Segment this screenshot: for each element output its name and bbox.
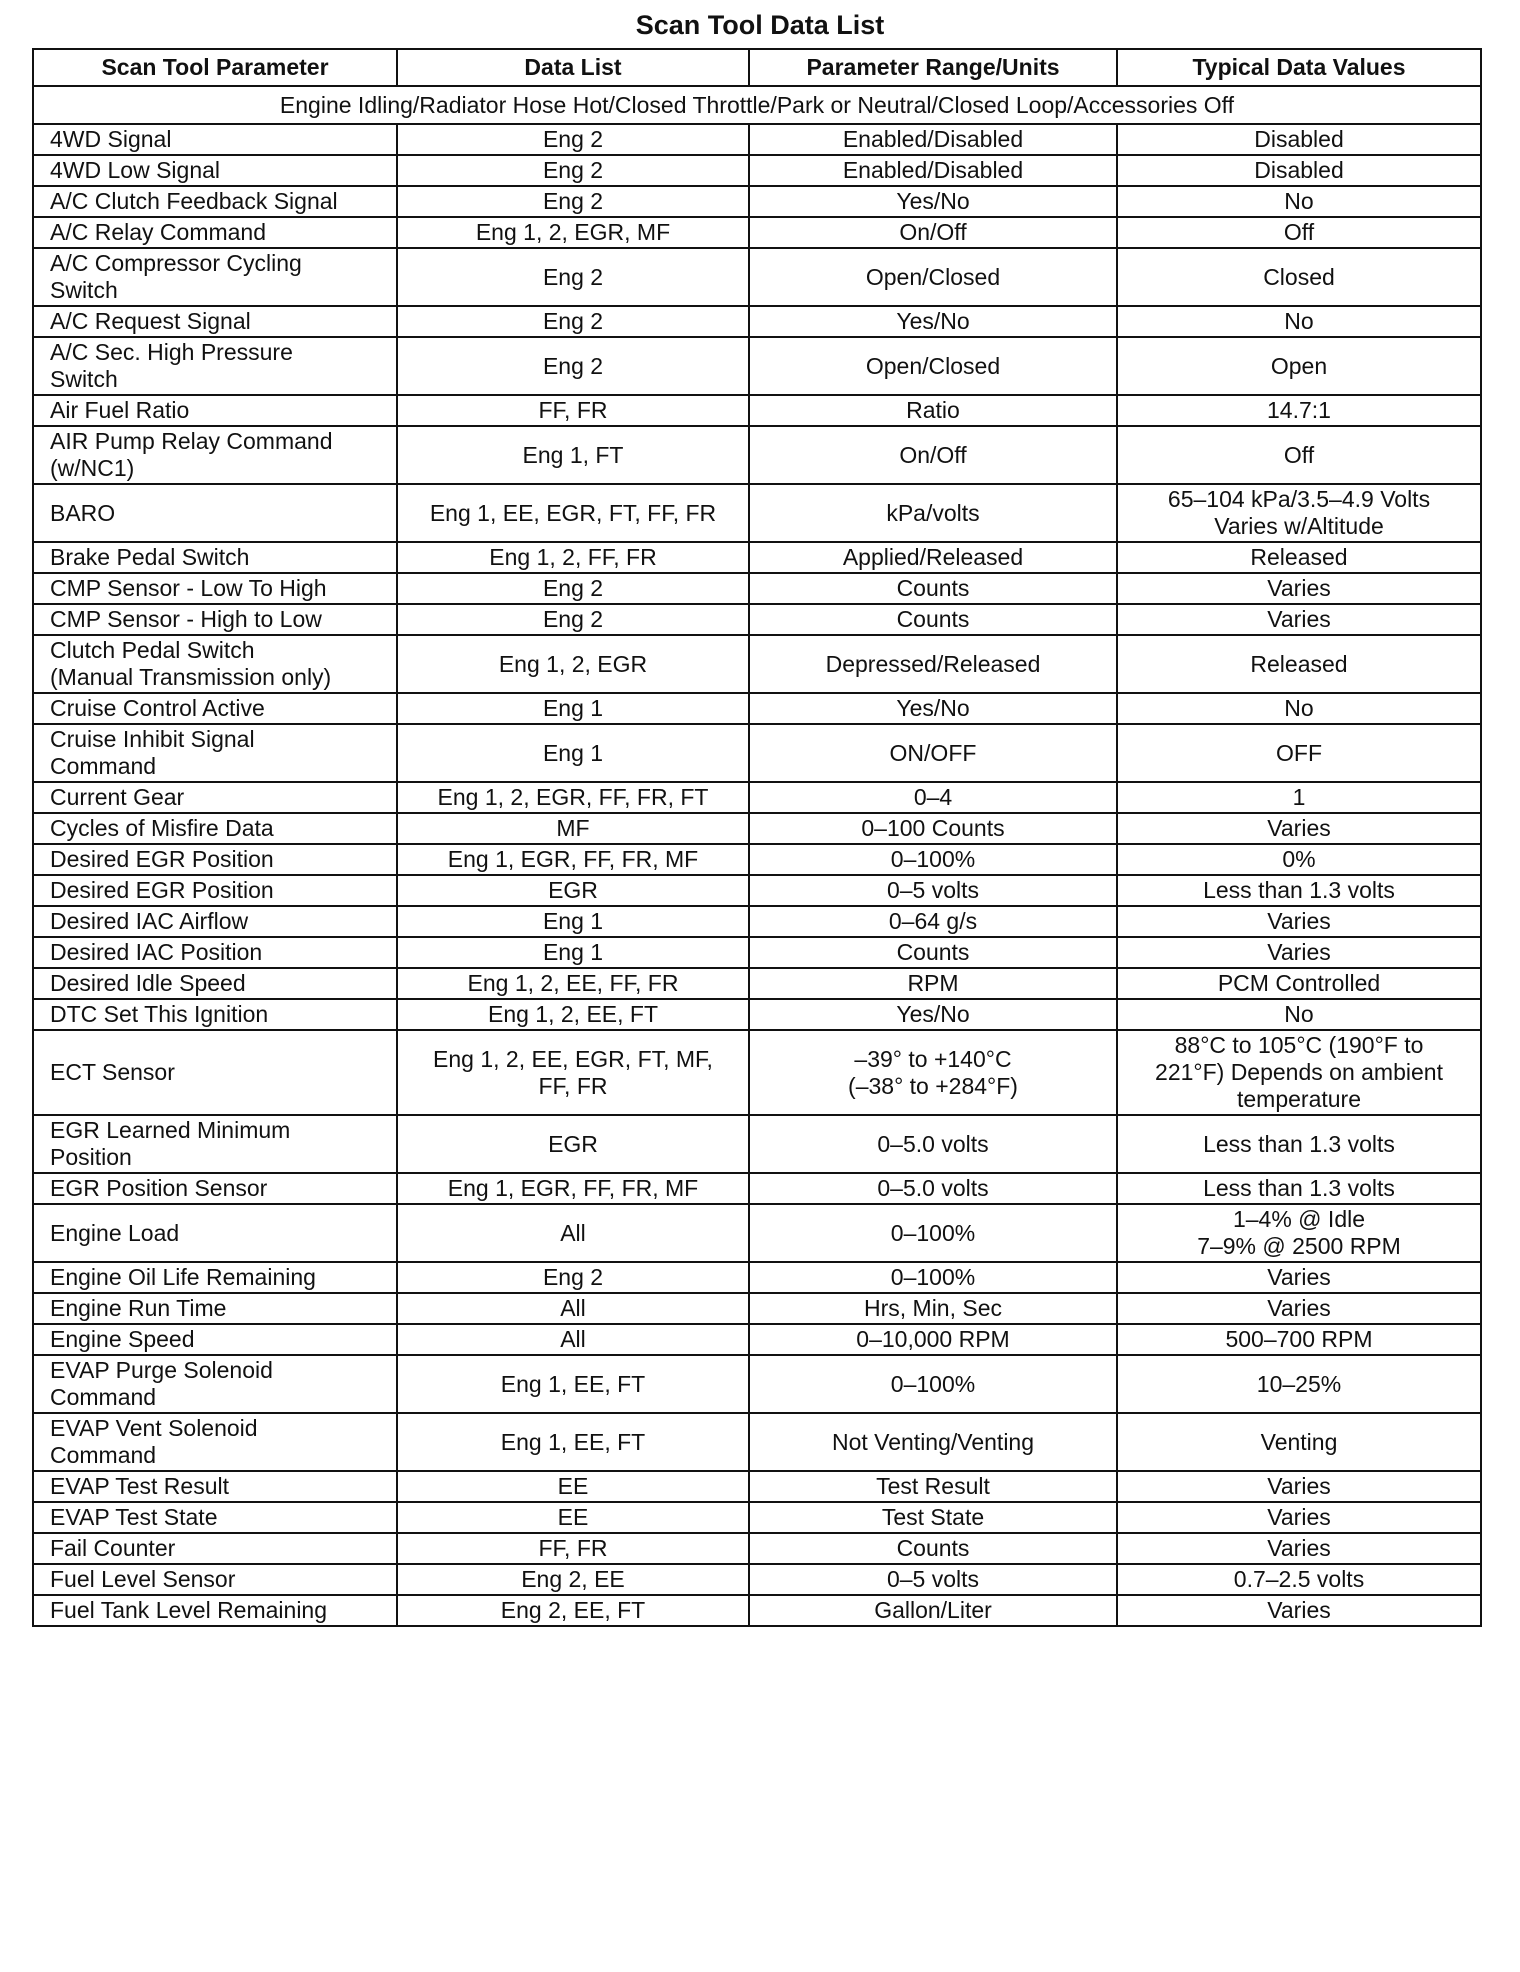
table-row — [33, 1262, 1481, 1293]
parameter-cell: Engine Load — [33, 1204, 397, 1262]
data-list-cell: Eng 1, EE, FT — [397, 1413, 749, 1471]
parameter-cell: A/C Request Signal — [33, 306, 397, 337]
parameter-cell: ECT Sensor — [33, 1030, 397, 1115]
data-list-cell: FF, FR — [397, 395, 749, 426]
parameter-cell: A/C Compressor Cycling Switch — [33, 248, 397, 306]
page-title: Scan Tool Data List — [635, 10, 885, 40]
table-row — [33, 248, 1481, 306]
parameter-cell: Cruise Control Active — [33, 693, 397, 724]
table-row — [33, 573, 1481, 604]
parameter-cell: Desired Idle Speed — [33, 968, 397, 999]
table-row — [33, 395, 1481, 426]
typical-value-cell: Varies — [1117, 1533, 1481, 1564]
parameter-cell: EVAP Test Result — [33, 1471, 397, 1502]
typical-value-cell: Off — [1117, 426, 1481, 484]
range-units-cell: kPa/volts — [749, 484, 1117, 542]
typical-value-cell: 0% — [1117, 844, 1481, 875]
table-row — [33, 968, 1481, 999]
range-units-cell: 0–100% — [749, 1204, 1117, 1262]
typical-value-cell: Varies — [1117, 1502, 1481, 1533]
parameter-cell: EGR Learned Minimum Position — [33, 1115, 397, 1173]
range-units-cell: Hrs, Min, Sec — [749, 1293, 1117, 1324]
typical-value-cell: Closed — [1117, 248, 1481, 306]
typical-value-cell: Less than 1.3 volts — [1117, 1173, 1481, 1204]
range-units-cell: Test State — [749, 1502, 1117, 1533]
test-condition: Engine Idling/Radiator Hose Hot/Closed Throttle/Park or Neutral/Closed Loop/Accessories Off — [33, 86, 1481, 124]
table-row — [33, 693, 1481, 724]
range-units-cell: Not Venting/Venting — [749, 1413, 1117, 1471]
data-list-cell: All — [397, 1293, 749, 1324]
parameter-cell: Cruise Inhibit Signal Command — [33, 724, 397, 782]
range-units-cell: On/Off — [749, 426, 1117, 484]
range-units-cell: 0–5.0 volts — [749, 1173, 1117, 1204]
typical-value-cell: OFF — [1117, 724, 1481, 782]
range-units-cell: Applied/Released — [749, 542, 1117, 573]
data-list-cell: Eng 1, EGR, FF, FR, MF — [397, 1173, 749, 1204]
range-units-cell: Counts — [749, 1533, 1117, 1564]
range-units-cell: 0–100% — [749, 844, 1117, 875]
range-units-cell: Enabled/Disabled — [749, 155, 1117, 186]
parameter-cell: Fuel Tank Level Remaining — [33, 1595, 397, 1626]
parameter-cell: BARO — [33, 484, 397, 542]
table-row — [33, 1355, 1481, 1413]
range-units-cell: 0–100% — [749, 1262, 1117, 1293]
data-list-cell: Eng 1, 2, EGR — [397, 635, 749, 693]
data-list-cell: Eng 1 — [397, 937, 749, 968]
typical-value-cell: 14.7:1 — [1117, 395, 1481, 426]
typical-value-cell: Varies — [1117, 1293, 1481, 1324]
typical-value-cell: 10–25% — [1117, 1355, 1481, 1413]
table-row — [33, 875, 1481, 906]
data-list-cell: Eng 2, EE — [397, 1564, 749, 1595]
typical-value-cell: Varies — [1117, 813, 1481, 844]
parameter-cell: Engine Oil Life Remaining — [33, 1262, 397, 1293]
range-units-cell: 0–5.0 volts — [749, 1115, 1117, 1173]
data-list-cell: Eng 2 — [397, 306, 749, 337]
typical-value-cell: 1–4% @ Idle 7–9% @ 2500 RPM — [1117, 1204, 1481, 1262]
table-row — [33, 604, 1481, 635]
data-list-cell: Eng 1, 2, EE, FT — [397, 999, 749, 1030]
table-row — [33, 1204, 1481, 1262]
table-row — [33, 906, 1481, 937]
header-row — [33, 49, 1481, 86]
range-units-cell: RPM — [749, 968, 1117, 999]
typical-value-cell: Open — [1117, 337, 1481, 395]
table-row — [33, 1293, 1481, 1324]
range-units-cell: –39° to +140°C (–38° to +284°F) — [749, 1030, 1117, 1115]
table-row — [33, 937, 1481, 968]
typical-value-cell: Varies — [1117, 937, 1481, 968]
range-units-cell: 0–100 Counts — [749, 813, 1117, 844]
typical-value-cell: 88°C to 105°C (190°F to 221°F) Depends on ambient temperature — [1117, 1030, 1481, 1115]
table-row — [33, 426, 1481, 484]
data-list-cell: Eng 2 — [397, 155, 749, 186]
typical-value-cell: Varies — [1117, 1262, 1481, 1293]
data-list-cell: Eng 1, FT — [397, 426, 749, 484]
typical-value-cell: Varies — [1117, 573, 1481, 604]
table-row — [33, 724, 1481, 782]
typical-value-cell: Varies — [1117, 1471, 1481, 1502]
data-list-cell: Eng 1, EGR, FF, FR, MF — [397, 844, 749, 875]
header-data-list: Data List — [397, 49, 749, 86]
table-row — [33, 1533, 1481, 1564]
parameter-cell: Desired IAC Position — [33, 937, 397, 968]
data-list-cell: Eng 1, 2, FF, FR — [397, 542, 749, 573]
table-row — [33, 124, 1481, 155]
range-units-cell: Counts — [749, 604, 1117, 635]
table-row — [33, 1595, 1481, 1626]
table-row — [33, 635, 1481, 693]
parameter-cell: A/C Clutch Feedback Signal — [33, 186, 397, 217]
table-row — [33, 1115, 1481, 1173]
parameter-cell: 4WD Signal — [33, 124, 397, 155]
table-row — [33, 186, 1481, 217]
parameter-cell: EGR Position Sensor — [33, 1173, 397, 1204]
data-list-cell: All — [397, 1204, 749, 1262]
parameter-cell: CMP Sensor - High to Low — [33, 604, 397, 635]
range-units-cell: Open/Closed — [749, 337, 1117, 395]
table-row — [33, 813, 1481, 844]
typical-value-cell: Off — [1117, 217, 1481, 248]
typical-value-cell: No — [1117, 693, 1481, 724]
table-row — [33, 484, 1481, 542]
table-row — [33, 1324, 1481, 1355]
data-list-cell: Eng 1 — [397, 724, 749, 782]
parameter-cell: AIR Pump Relay Command (w/NC1) — [33, 426, 397, 484]
range-units-cell: 0–64 g/s — [749, 906, 1117, 937]
table-row — [33, 782, 1481, 813]
typical-value-cell: No — [1117, 999, 1481, 1030]
parameter-cell: Clutch Pedal Switch (Manual Transmission only) — [33, 635, 397, 693]
table-row — [33, 1173, 1481, 1204]
typical-value-cell: PCM Controlled — [1117, 968, 1481, 999]
table-row — [33, 999, 1481, 1030]
typical-value-cell: Venting — [1117, 1413, 1481, 1471]
scan-tool-data-table — [32, 48, 1482, 1627]
typical-value-cell: No — [1117, 306, 1481, 337]
data-list-cell: EGR — [397, 1115, 749, 1173]
data-list-cell: All — [397, 1324, 749, 1355]
range-units-cell: 0–5 volts — [749, 875, 1117, 906]
data-list-cell: Eng 1, 2, EE, FF, FR — [397, 968, 749, 999]
data-list-cell: Eng 1, EE, EGR, FT, FF, FR — [397, 484, 749, 542]
range-units-cell: ON/OFF — [749, 724, 1117, 782]
parameter-cell: Fail Counter — [33, 1533, 397, 1564]
range-units-cell: Counts — [749, 937, 1117, 968]
condition-row — [33, 86, 1481, 124]
data-list-cell: Eng 2 — [397, 337, 749, 395]
typical-value-cell: No — [1117, 186, 1481, 217]
range-units-cell: On/Off — [749, 217, 1117, 248]
typical-value-cell: 1 — [1117, 782, 1481, 813]
table-row — [33, 217, 1481, 248]
parameter-cell: Fuel Level Sensor — [33, 1564, 397, 1595]
typical-value-cell: Varies — [1117, 906, 1481, 937]
typical-value-cell: 0.7–2.5 volts — [1117, 1564, 1481, 1595]
typical-value-cell: Released — [1117, 635, 1481, 693]
range-units-cell: Gallon/Liter — [749, 1595, 1117, 1626]
range-units-cell: 0–5 volts — [749, 1564, 1117, 1595]
data-list-cell: EGR — [397, 875, 749, 906]
range-units-cell: Yes/No — [749, 999, 1117, 1030]
data-list-cell: Eng 2, EE, FT — [397, 1595, 749, 1626]
typical-value-cell: Varies — [1117, 1595, 1481, 1626]
data-list-cell: Eng 1 — [397, 906, 749, 937]
data-list-cell: Eng 2 — [397, 186, 749, 217]
data-list-cell: Eng 1 — [397, 693, 749, 724]
table-row — [33, 1030, 1481, 1115]
table-row — [33, 306, 1481, 337]
typical-value-cell: Varies — [1117, 604, 1481, 635]
data-list-cell: FF, FR — [397, 1533, 749, 1564]
data-list-cell: Eng 1, 2, EGR, FF, FR, FT — [397, 782, 749, 813]
typical-value-cell: 65–104 kPa/3.5–4.9 Volts Varies w/Altitude — [1117, 484, 1481, 542]
table-row — [33, 337, 1481, 395]
data-list-cell: Eng 1, 2, EE, EGR, FT, MF, FF, FR — [397, 1030, 749, 1115]
parameter-cell: Engine Run Time — [33, 1293, 397, 1324]
data-list-cell: MF — [397, 813, 749, 844]
typical-value-cell: Less than 1.3 volts — [1117, 1115, 1481, 1173]
data-list-cell: EE — [397, 1502, 749, 1533]
data-list-cell: Eng 2 — [397, 248, 749, 306]
range-units-cell: 0–10,000 RPM — [749, 1324, 1117, 1355]
table-row — [33, 1471, 1481, 1502]
parameter-cell: A/C Sec. High Pressure Switch — [33, 337, 397, 395]
parameter-cell: Current Gear — [33, 782, 397, 813]
range-units-cell: Ratio — [749, 395, 1117, 426]
table-row — [33, 155, 1481, 186]
parameter-cell: Brake Pedal Switch — [33, 542, 397, 573]
range-units-cell: Yes/No — [749, 306, 1117, 337]
parameter-cell: 4WD Low Signal — [33, 155, 397, 186]
range-units-cell: 0–4 — [749, 782, 1117, 813]
typical-value-cell: 500–700 RPM — [1117, 1324, 1481, 1355]
range-units-cell: Yes/No — [749, 693, 1117, 724]
parameter-cell: Desired EGR Position — [33, 875, 397, 906]
range-units-cell: Enabled/Disabled — [749, 124, 1117, 155]
table-row — [33, 1413, 1481, 1471]
parameter-cell: EVAP Purge Solenoid Command — [33, 1355, 397, 1413]
table-row — [33, 1502, 1481, 1533]
data-list-cell: Eng 2 — [397, 124, 749, 155]
range-units-cell: 0–100% — [749, 1355, 1117, 1413]
table-row — [33, 1564, 1481, 1595]
typical-value-cell: Disabled — [1117, 155, 1481, 186]
parameter-cell: Air Fuel Ratio — [33, 395, 397, 426]
data-list-cell: EE — [397, 1471, 749, 1502]
range-units-cell: Counts — [749, 573, 1117, 604]
range-units-cell: Open/Closed — [749, 248, 1117, 306]
parameter-cell: A/C Relay Command — [33, 217, 397, 248]
table-row — [33, 844, 1481, 875]
data-list-cell: Eng 2 — [397, 1262, 749, 1293]
typical-value-cell: Released — [1117, 542, 1481, 573]
parameter-cell: Desired IAC Airflow — [33, 906, 397, 937]
data-list-cell: Eng 1, EE, FT — [397, 1355, 749, 1413]
data-list-cell: Eng 2 — [397, 573, 749, 604]
parameter-cell: DTC Set This Ignition — [33, 999, 397, 1030]
data-list-cell: Eng 2 — [397, 604, 749, 635]
parameter-cell: CMP Sensor - Low To High — [33, 573, 397, 604]
header-scan-tool-parameter: Scan Tool Parameter — [33, 49, 397, 86]
data-list-cell: Eng 1, 2, EGR, MF — [397, 217, 749, 248]
header-parameter-range-units: Parameter Range/Units — [749, 49, 1117, 86]
range-units-cell: Yes/No — [749, 186, 1117, 217]
table-row — [33, 542, 1481, 573]
range-units-cell: Depressed/Released — [749, 635, 1117, 693]
typical-value-cell: Disabled — [1117, 124, 1481, 155]
parameter-cell: EVAP Test State — [33, 1502, 397, 1533]
header-typical-data-values: Typical Data Values — [1117, 49, 1481, 86]
typical-value-cell: Less than 1.3 volts — [1117, 875, 1481, 906]
parameter-cell: Engine Speed — [33, 1324, 397, 1355]
parameter-cell: Desired EGR Position — [33, 844, 397, 875]
range-units-cell: Test Result — [749, 1471, 1117, 1502]
parameter-cell: EVAP Vent Solenoid Command — [33, 1413, 397, 1471]
parameter-cell: Cycles of Misfire Data — [33, 813, 397, 844]
